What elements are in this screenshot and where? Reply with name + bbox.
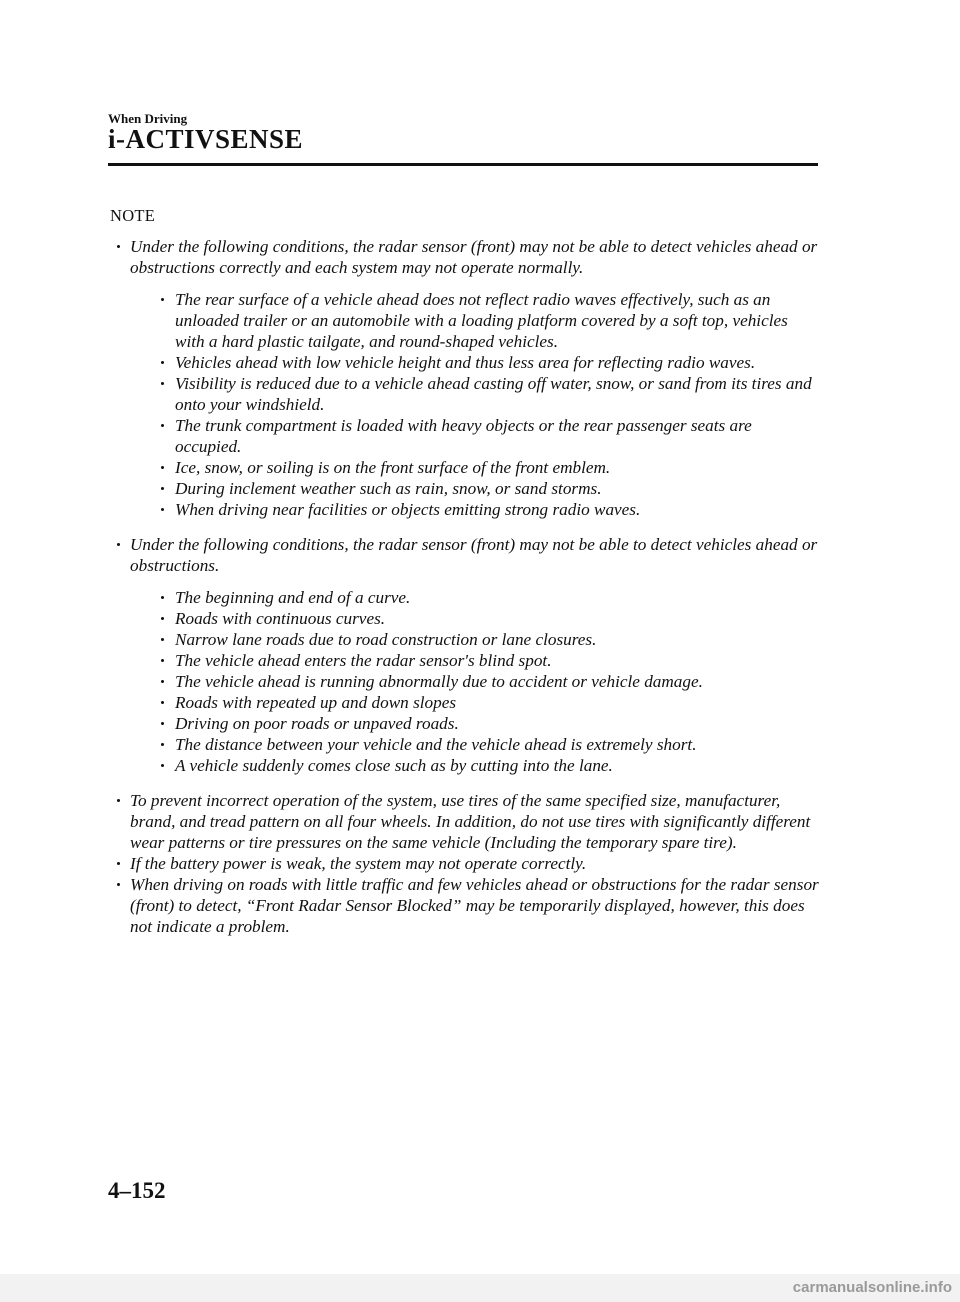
condition-text: The trunk compartment is loaded with heavy objects or the rear passenger seats are occupied. xyxy=(175,416,752,456)
condition-list xyxy=(130,587,820,776)
note-label: NOTE xyxy=(110,206,156,225)
note-item xyxy=(108,534,820,776)
condition-text: The rear surface of a vehicle ahead does not reflect radio waves effectively, such as an unloaded trailer or an automobile with a loading platform covered by a soft top, vehicles with a hard plastic tailgate, and round-shaped vehicles. xyxy=(175,290,788,351)
condition-text: The distance between your vehicle and the vehicle ahead is extremely short. xyxy=(175,735,697,754)
condition-item xyxy=(130,671,820,692)
bullet-icon xyxy=(161,508,164,511)
section-label: When Driving xyxy=(108,111,188,126)
note-item-text: If the battery power is weak, the system may not operate correctly. xyxy=(130,854,587,873)
condition-text: When driving near facilities or objects emitting strong radio waves. xyxy=(175,500,641,519)
note-list xyxy=(108,236,820,937)
condition-item xyxy=(130,608,820,629)
note-item xyxy=(108,874,820,937)
condition-text: The beginning and end of a curve. xyxy=(175,588,411,607)
watermark-link[interactable]: carmanualsonline.info xyxy=(792,1279,952,1296)
bullet-icon xyxy=(117,543,120,546)
condition-list xyxy=(130,289,820,520)
bullet-icon xyxy=(161,764,164,767)
condition-item xyxy=(130,713,820,734)
page-number: 4–152 xyxy=(108,1178,166,1203)
bullet-icon xyxy=(161,424,164,427)
condition-text: Vehicles ahead with low vehicle height and thus less area for reflecting radio waves. xyxy=(175,353,756,372)
note-block xyxy=(108,205,820,937)
bullet-icon xyxy=(161,382,164,385)
condition-item xyxy=(130,629,820,650)
condition-text: Visibility is reduced due to a vehicle ahead casting off water, snow, or sand from its tires and onto your windshield. xyxy=(175,374,812,414)
note-item xyxy=(108,853,820,874)
bullet-icon xyxy=(161,659,164,662)
bullet-icon xyxy=(161,361,164,364)
bullet-icon xyxy=(161,298,164,301)
bullet-icon xyxy=(161,596,164,599)
condition-text: The vehicle ahead is running abnormally due to accident or vehicle damage. xyxy=(175,672,703,691)
bullet-icon xyxy=(161,487,164,490)
bullet-icon xyxy=(161,701,164,704)
condition-item xyxy=(130,499,820,520)
condition-text: Roads with repeated up and down slopes xyxy=(175,693,457,712)
condition-text: During inclement weather such as rain, snow, or sand storms. xyxy=(175,479,602,498)
condition-item xyxy=(130,650,820,671)
bullet-icon xyxy=(117,862,120,865)
condition-item xyxy=(130,373,820,415)
note-item-text: Under the following conditions, the radar sensor (front) may not be able to detect vehicles ahead or obstructions. xyxy=(130,535,818,575)
condition-text: The vehicle ahead enters the radar sensor's blind spot. xyxy=(175,651,552,670)
condition-item xyxy=(130,692,820,713)
bullet-icon xyxy=(161,743,164,746)
condition-item xyxy=(130,734,820,755)
condition-text: Ice, snow, or soiling is on the front surface of the front emblem. xyxy=(175,458,611,477)
bullet-icon xyxy=(161,680,164,683)
condition-text: Driving on poor roads or unpaved roads. xyxy=(175,714,459,733)
condition-item xyxy=(130,587,820,608)
bullet-icon xyxy=(161,617,164,620)
condition-item xyxy=(130,352,820,373)
condition-item xyxy=(130,755,820,776)
note-item xyxy=(108,790,820,853)
bullet-icon xyxy=(117,799,120,802)
condition-item xyxy=(130,457,820,478)
condition-text: Narrow lane roads due to road construction or lane closures. xyxy=(175,630,597,649)
condition-item xyxy=(130,415,820,457)
condition-item xyxy=(130,289,820,352)
condition-item xyxy=(130,478,820,499)
note-item xyxy=(108,236,820,520)
page-title: i-ACTIVSENSE xyxy=(108,124,304,154)
note-item-text: Under the following conditions, the radar sensor (front) may not be able to detect vehicles ahead or obstructions correctly and each system may not operate normally. xyxy=(130,237,818,277)
bullet-icon xyxy=(161,466,164,469)
bullet-icon xyxy=(161,722,164,725)
condition-text: Roads with continuous curves. xyxy=(175,609,386,628)
bullet-icon xyxy=(117,883,120,886)
bullet-icon xyxy=(117,245,120,248)
bullet-icon xyxy=(161,638,164,641)
header-divider xyxy=(108,163,818,166)
note-item-text: When driving on roads with little traffic and few vehicles ahead or obstructions for the radar sensor (front) to detect, “Front Radar Sensor Blocked” may be temporarily displayed, however, this does not indicate a problem. xyxy=(130,875,819,936)
condition-text: A vehicle suddenly comes close such as by cutting into the lane. xyxy=(175,756,613,775)
note-item-text: To prevent incorrect operation of the system, use tires of the same specified size, manufacturer, brand, and tread pattern on all four wheels. In addition, do not use tires with significantly different wear patterns or tire pressures on the same vehicle (Including the temporary spare tire). xyxy=(130,791,811,852)
